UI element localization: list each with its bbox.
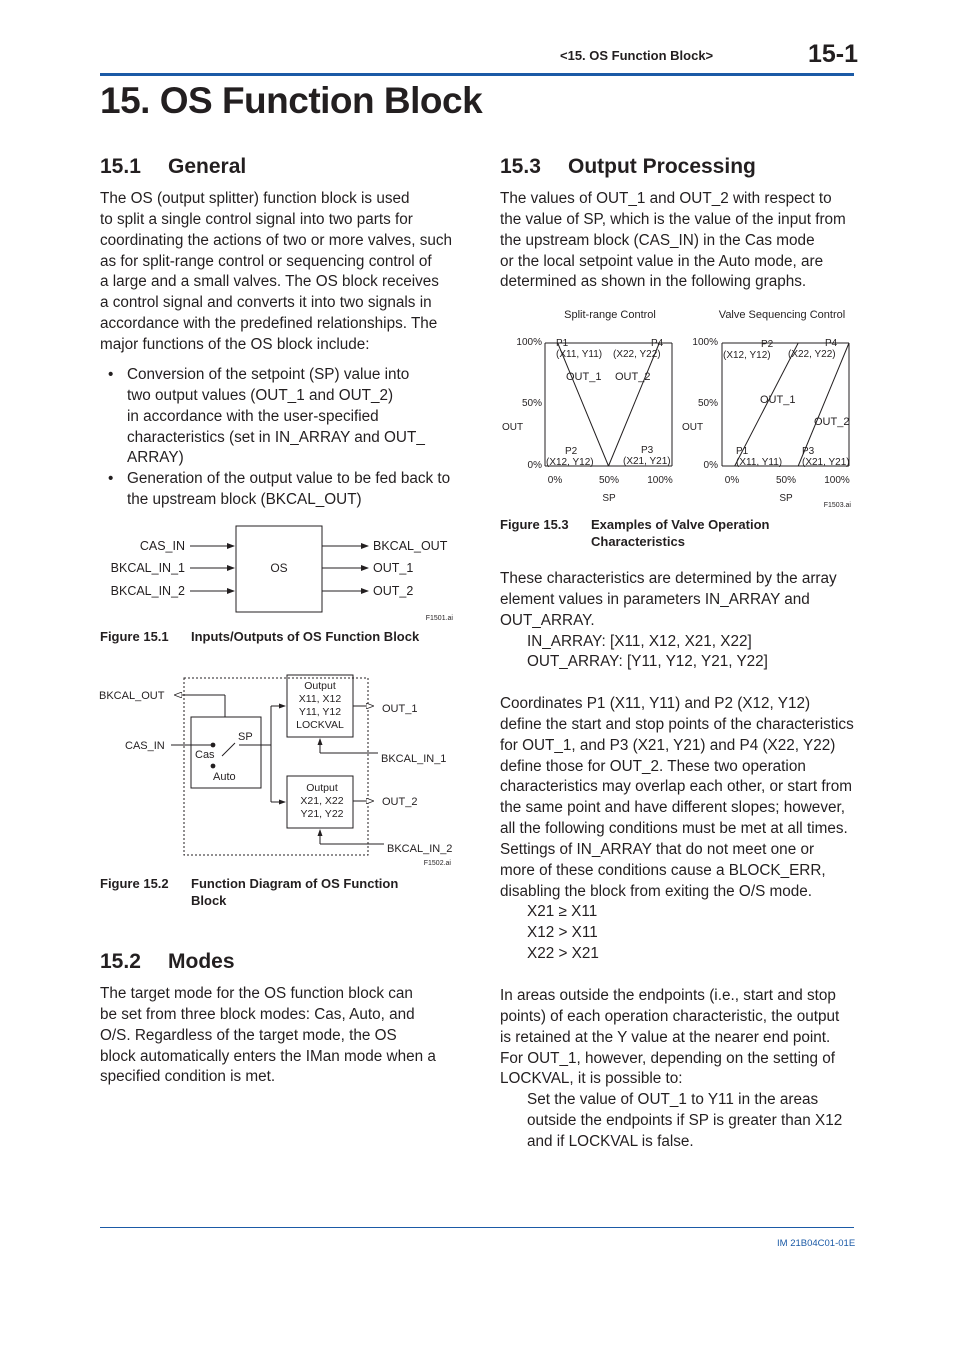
x-tick-label: 0% (724, 475, 740, 486)
bkcal-out-label: BKCAL_OUT (373, 539, 448, 553)
text-line: disabling the block from exiting the O/S mode. (500, 882, 813, 900)
box-text: Y21, Y22 (300, 808, 344, 820)
point-coord: (X11, Y11) (736, 457, 783, 468)
out-1-label: OUT_1 (382, 703, 418, 715)
caption-line: Characteristics (591, 533, 685, 549)
y-tick-label: 0% (527, 460, 542, 471)
x-tick-label: 0% (547, 475, 563, 486)
text-line: For OUT_1, however, depending on the setting of (500, 1049, 836, 1067)
text-line: the upstream block (BKCAL_OUT) (127, 490, 362, 508)
text-line: points) of each operation characteristic, the output (500, 1007, 840, 1025)
text-line: The values of OUT_1 and OUT_2 with respect to (500, 190, 832, 207)
bkcal-in-2-label: BKCAL_IN_2 (387, 843, 453, 855)
point-label: P2 (565, 446, 578, 457)
caption-line: Block (191, 892, 227, 908)
text-line: characteristics may overlap each other, or start from (500, 778, 852, 796)
y-axis-label: OUT (682, 422, 704, 433)
figure-15-2-diagram (95, 670, 465, 870)
figure-15-3-caption (500, 517, 769, 550)
figure-number: Figure 15.2 (100, 876, 169, 891)
text-line: The OS (output splitter) function block is used (100, 190, 410, 207)
figure-file-id: F1501.ai (425, 615, 453, 622)
section-heading-modes (100, 950, 235, 974)
text-line: be set from three block modes: Cas, Auto, and (100, 1005, 415, 1023)
series-label: OUT_2 (814, 416, 850, 428)
text-line: Generation of the output value to be fed back to (127, 470, 451, 487)
figure-15-1-diagram (100, 520, 460, 625)
running-header: <15. OS Function Block> (560, 48, 714, 63)
text-line: determined as shown in the following graphs. (500, 273, 807, 291)
figure-15-3-charts (497, 300, 857, 515)
figure-file-id: F1502.ai (423, 860, 451, 867)
figure-caption (191, 876, 398, 909)
text-line: These characteristics are determined by the array (500, 570, 837, 587)
point-label: P4 (651, 338, 664, 349)
text-line: define those for OUT_2. These two operation (500, 757, 806, 775)
x-tick-label: 100% (647, 475, 673, 486)
text-line: In areas outside the endpoints (i.e., start and stop (500, 987, 836, 1004)
text-line: Set the value of OUT_1 to Y11 in the areas (527, 1091, 819, 1109)
text-line: element values in parameters IN_ARRAY and (500, 590, 810, 608)
point-label: P1 (736, 446, 749, 457)
text-line: IN_ARRAY: [X11, X12, X21, X22] (527, 632, 752, 650)
series-label: OUT_2 (615, 371, 651, 383)
text-line: Conversion of the setpoint (SP) value into (127, 366, 410, 383)
y-tick-label: 100% (516, 337, 542, 348)
x-tick-label: 50% (598, 475, 620, 486)
point-label: P3 (641, 445, 654, 456)
figure-caption (591, 517, 769, 550)
out-1-label: OUT_1 (373, 561, 414, 575)
section-heading-output (500, 155, 756, 179)
document-id: IM 21B04C01-01E (777, 1238, 856, 1249)
bkcal-out-label: BKCAL_OUT (99, 690, 165, 702)
bullet-icon: • (108, 366, 114, 383)
sp-label: SP (238, 731, 253, 743)
bullet-icon: • (108, 470, 114, 487)
output-paragraph-3 (500, 694, 854, 965)
point-coord: (X21, Y21) (623, 456, 671, 467)
os-block-label: OS (270, 561, 288, 575)
text-line: define the start and stop points of the characteristics (500, 715, 854, 733)
condition-line: X12 > X11 (527, 924, 598, 942)
text-line: a large and a small valves. The OS block receives (100, 273, 439, 291)
output-paragraph-4 (500, 986, 842, 1153)
series-label: OUT_1 (566, 371, 602, 383)
condition-line: X21 ≥ X11 (527, 903, 598, 921)
page-number: 15-1 (808, 40, 859, 68)
text-line: Settings of IN_ARRAY that do not meet one or (500, 840, 815, 858)
output-paragraph-1 (500, 189, 846, 293)
text-line: OUT_ARRAY: [Y11, Y12, Y21, Y22] (527, 653, 768, 671)
bullet-item (108, 469, 451, 511)
point-label: P4 (825, 338, 838, 349)
bullet-item (108, 365, 425, 469)
bkcal-in-2-label: BKCAL_IN_2 (110, 584, 185, 598)
text-line: for OUT_1, and P3 (X21, Y21) and P4 (X22, Y22) (500, 736, 836, 754)
text-line: the same point and have different slopes; however, (500, 799, 845, 817)
figure-file-id: F1503.ai (823, 502, 851, 509)
out-2-label: OUT_2 (373, 584, 414, 598)
text-line: accordance with the predefined relationships. The (100, 315, 438, 333)
chapter-title: 15. OS Function Block (100, 80, 483, 121)
figure-15-2-caption (100, 876, 398, 909)
text-line: in accordance with the user-specified (127, 407, 379, 425)
box-text: X11, X12 (298, 693, 342, 705)
text-line: all the following conditions must be met at all times. (500, 820, 848, 838)
footer-rule (100, 1227, 854, 1228)
bkcal-in-1-label: BKCAL_IN_1 (110, 561, 185, 575)
point-label: P1 (556, 338, 569, 349)
point-coord: (X11, Y11) (556, 349, 603, 360)
cas-in-label: CAS_IN (125, 740, 165, 752)
cas-in-label: CAS_IN (139, 539, 185, 553)
text-line: ARRAY) (127, 449, 184, 467)
text-line: to split a single control signal into two parts for (100, 210, 413, 228)
caption-line: Examples of Valve Operation (591, 517, 770, 532)
chart-title: Valve Sequencing Control (718, 309, 846, 321)
box-text: X21, X22 (300, 795, 344, 807)
point-coord: (X21, Y21) (802, 457, 850, 468)
modes-paragraph (100, 984, 436, 1088)
text-line: the upstream block (CAS_IN) in the Cas mode (500, 231, 815, 249)
text-line: the value of SP, which is the value of the input from (500, 210, 846, 228)
text-line: LOCKVAL, it is possible to: (500, 1070, 683, 1088)
x-axis-label: SP (779, 493, 793, 504)
series-label: OUT_1 (760, 394, 796, 406)
bkcal-in-1-label: BKCAL_IN_1 (381, 753, 447, 765)
point-coord: (X12, Y12) (546, 457, 594, 468)
text-line: as for split-range control or sequencing control of (100, 252, 432, 270)
section-number: 15.2 (100, 950, 141, 973)
text-line: outside the endpoints if SP is greater than X12 (527, 1112, 843, 1130)
condition-line: X22 > X21 (527, 945, 599, 963)
point-coord: (X22, Y22) (613, 349, 661, 360)
switch-arm (222, 743, 235, 756)
y-axis-label: OUT (502, 422, 524, 433)
point-coord: (X22, Y22) (788, 349, 836, 360)
text-line: or the local setpoint value in the Auto mode, are (500, 252, 824, 270)
cas-label: Cas (195, 749, 215, 761)
y-tick-label: 0% (703, 460, 718, 471)
y-tick-label: 50% (521, 398, 542, 409)
out-2-label: OUT_2 (382, 796, 418, 808)
text-line: is retained at the Y value at the nearer end point. (500, 1028, 831, 1046)
switch-contact-cas (211, 743, 216, 748)
text-line: more of these conditions cause a BLOCK_ERR, (500, 861, 826, 879)
box-text: Output (304, 680, 336, 692)
figure-number: Figure 15.3 (500, 517, 569, 532)
y-tick-label: 50% (697, 398, 718, 409)
y-tick-label: 100% (692, 337, 718, 348)
box-text: Y11, Y12 (298, 706, 342, 718)
x-tick-label: 50% (775, 475, 797, 486)
text-line: characteristics (set in IN_ARRAY and OUT_ (127, 428, 425, 446)
text-line: specified condition is met. (100, 1068, 276, 1086)
figure-number: Figure 15.1 (100, 629, 169, 644)
text-line: major functions of the OS block include: (100, 335, 370, 353)
text-line: and if LOCKVAL is false. (527, 1132, 694, 1150)
output-paragraph-2 (500, 569, 837, 673)
text-line: The target mode for the OS function block can (100, 985, 413, 1002)
general-paragraph (100, 189, 452, 356)
section-title: Output Processing (568, 155, 756, 178)
text-line: O/S. Regardless of the target mode, the OS (100, 1026, 397, 1044)
point-coord: (X12, Y12) (723, 350, 771, 361)
chart-title: Split-range Control (564, 309, 656, 321)
section-number: 15.1 (100, 155, 141, 178)
figure-15-1-caption (100, 629, 419, 646)
section-title: General (168, 155, 247, 178)
text-line: block automatically enters the IMan mode when a (100, 1047, 436, 1065)
figure-caption: Inputs/Outputs of OS Function Block (191, 629, 420, 644)
point-label: P2 (761, 339, 774, 350)
switch-contact-auto (211, 764, 216, 769)
section-title: Modes (168, 950, 235, 973)
caption-line: Function Diagram of OS Function (191, 876, 399, 891)
x-tick-label: 100% (824, 475, 850, 486)
section-heading-general (100, 155, 246, 179)
box-text: Output (306, 782, 338, 794)
header-rule (100, 73, 854, 76)
text-line: two output values (OUT_1 and OUT_2) (127, 386, 394, 404)
text-line: a control signal and converts it into two signals in (100, 294, 432, 312)
box-text: LOCKVAL (296, 719, 344, 731)
text-line: coordinating the actions of two or more valves, such (100, 231, 453, 249)
x-axis-label: SP (602, 493, 616, 504)
auto-label: Auto (213, 771, 236, 783)
text-line: OUT_ARRAY. (500, 611, 595, 629)
point-label: P3 (802, 446, 815, 457)
section-number: 15.3 (500, 155, 541, 178)
text-line: Coordinates P1 (X11, Y11) and P2 (X12, Y12) (500, 695, 811, 712)
